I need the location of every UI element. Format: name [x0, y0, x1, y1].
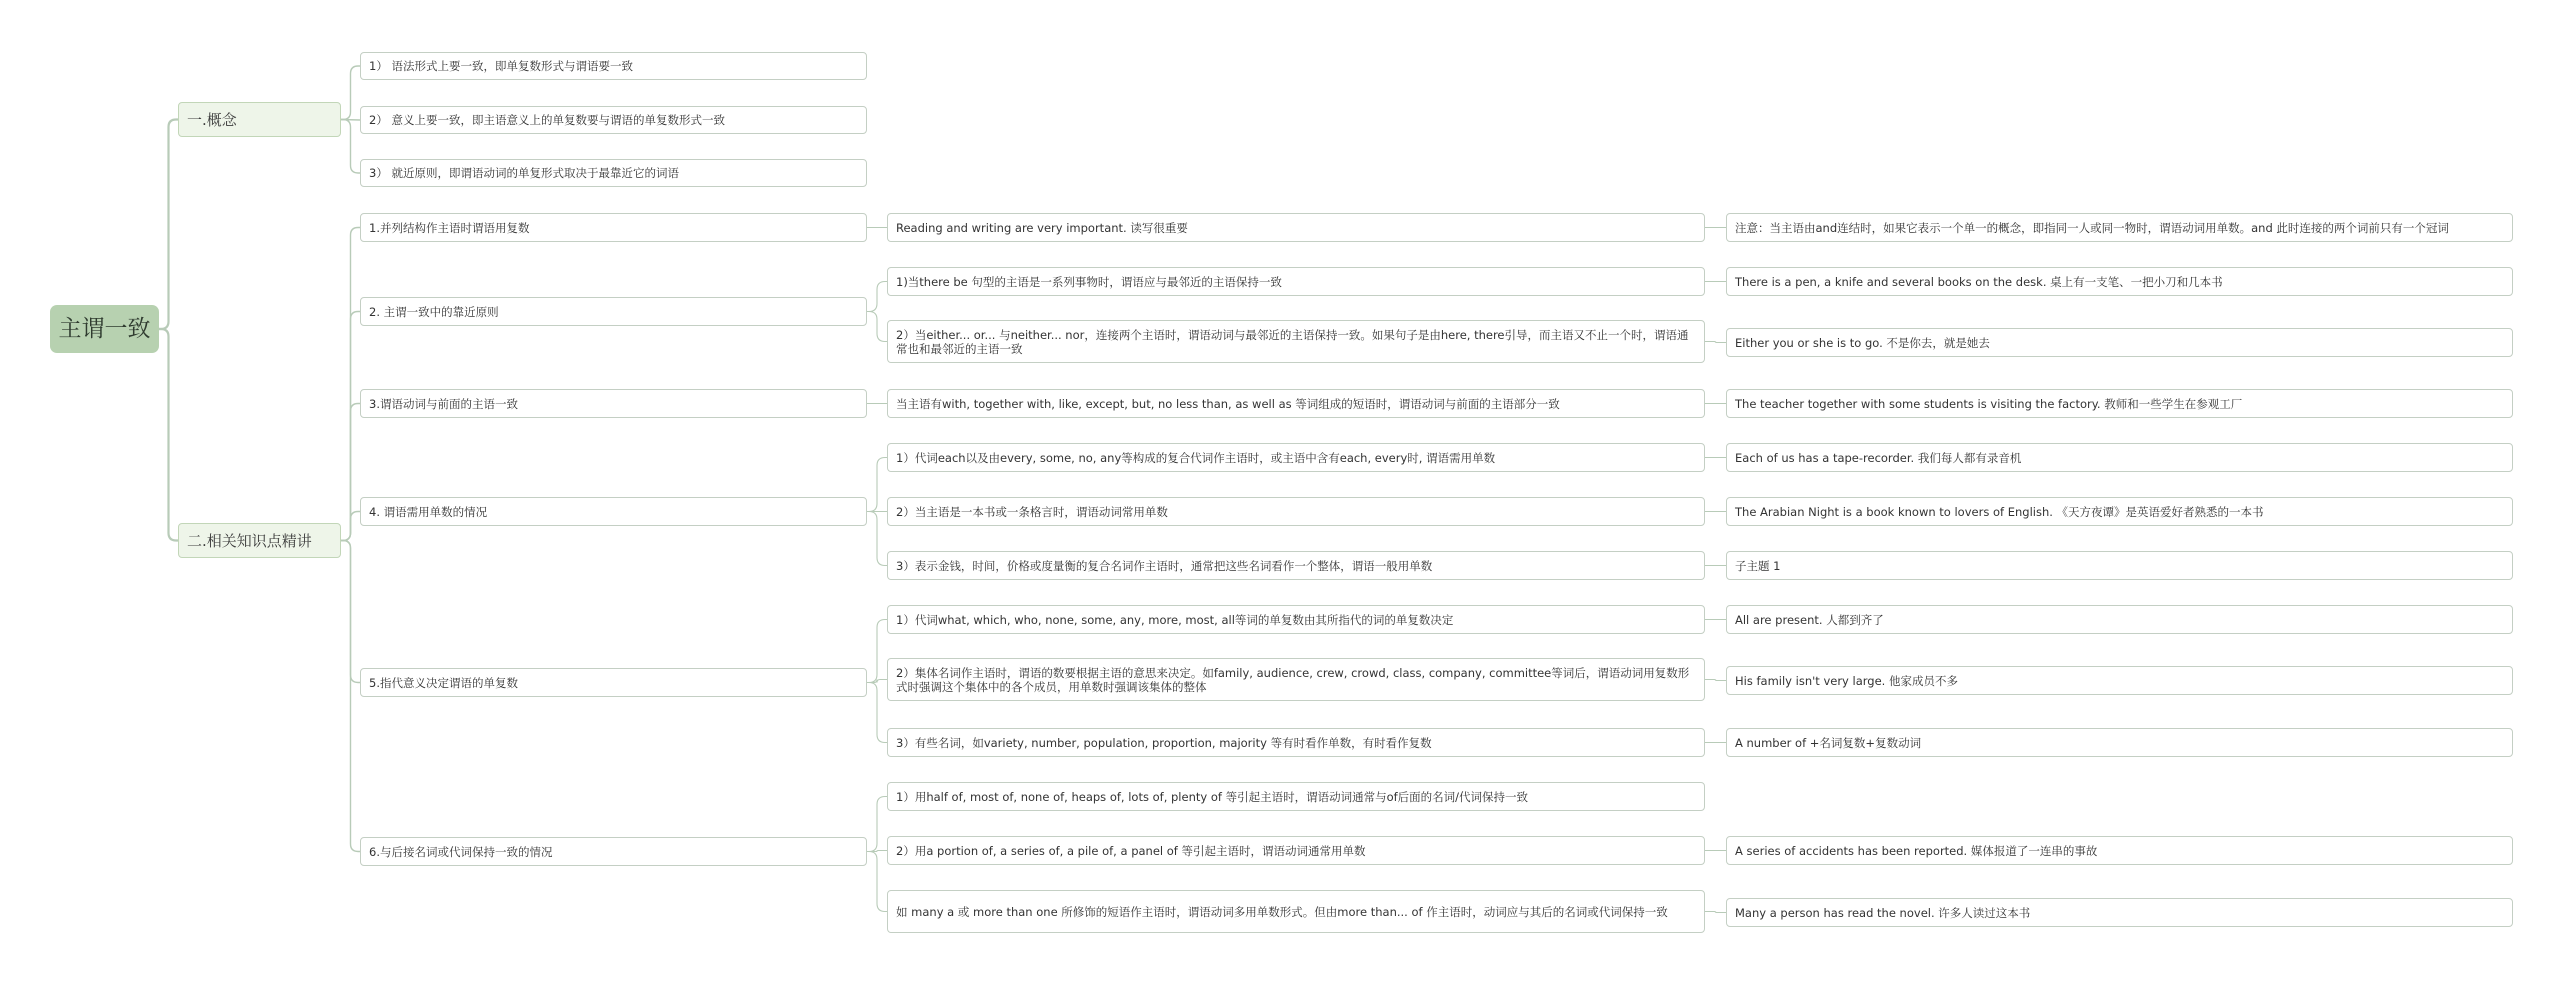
rule-4-example-3[interactable] [1726, 551, 2513, 580]
node-text: 当主语有with, together with, like, except, but, no less than, as well as 等词组成的短语时，谓语动词与前面的主语部分一致 [896, 396, 1560, 411]
rule-5-detail-3[interactable] [887, 728, 1705, 757]
node-text: 2）用a portion of, a series of, a pile of, a panel of 等引起主语时，谓语动词通常用单数 [896, 843, 1366, 858]
branch-label: 二.相关知识点精讲 [187, 531, 312, 550]
rule-5-detail-1[interactable] [887, 605, 1705, 634]
rule-6-detail-2[interactable] [887, 836, 1705, 865]
connector-line [867, 312, 887, 342]
node-text: 2）集体名词作主语时，谓语的数要根据主语的意思来决定。如family, audience, crew, crowd, class, company, committee等词后，谓语动词用复数形式时强调这个集体中的各个成员，用单数时强调该集体的整体 [896, 665, 1690, 694]
node-text: 2）当主语是一本书或一条格言时，谓语动词常用单数 [896, 504, 1168, 519]
connector-line [867, 458, 887, 512]
node-text: 5.指代意义决定谓语的单复数 [369, 675, 518, 690]
connector-line [341, 120, 360, 121]
rule-2-example-2[interactable] [1726, 328, 2513, 357]
node-text: 6.与后接名词或代词保持一致的情况 [369, 844, 553, 859]
branch-knowledge-points[interactable] [178, 523, 341, 558]
rule-3[interactable] [360, 389, 867, 418]
node-text: 2. 主谓一致中的靠近原则 [369, 304, 499, 319]
connector-line [159, 120, 178, 330]
connector-line [867, 282, 887, 312]
node-text: 3.谓语动词与前面的主语一致 [369, 396, 518, 411]
node-text: 1)当there be 句型的主语是一系列事物时，谓语应与最邻近的主语保持一致 [896, 274, 1282, 289]
concept-item-2[interactable] [360, 106, 867, 134]
connector-line [341, 312, 360, 541]
rule-3-example-1[interactable] [1726, 389, 2513, 418]
connector-line [867, 683, 887, 743]
branch-concept[interactable] [178, 102, 341, 137]
rule-5-example-3[interactable] [1726, 728, 2513, 757]
node-text: Many a person has read the novel. 许多人读过这本书 [1735, 905, 2031, 920]
node-text: Each of us has a tape-recorder. 我们每人都有录音机 [1735, 450, 2022, 465]
node-text: Either you or she is to go. 不是你去，就是她去 [1735, 335, 1990, 350]
connector-line [341, 228, 360, 541]
connector-line [341, 541, 360, 852]
rule-4-example-1[interactable] [1726, 443, 2513, 472]
rule-4-detail-3[interactable] [887, 551, 1705, 580]
root-label: 主谓一致 [58, 316, 151, 342]
node-text: A number of +名词复数+复数动词 [1735, 735, 1922, 750]
node-text: 2） 意义上要一致，即主语意义上的单复数要与谓语的单复数形式一致 [369, 113, 725, 127]
connector-line [341, 66, 360, 120]
node-text: 3）表示金钱，时间，价格或度量衡的复合名词作主语时，通常把这些名词看作一个整体，谓语一般用单数 [896, 558, 1433, 573]
connector-line [341, 512, 360, 541]
rule-2[interactable] [360, 297, 867, 326]
rule-1[interactable] [360, 213, 867, 242]
rule-3-detail-1[interactable] [887, 389, 1705, 418]
connector-line [867, 851, 887, 852]
rule-6-example-3[interactable] [1726, 898, 2513, 927]
rule-2-example-1[interactable] [1726, 267, 2513, 296]
node-text: Reading and writing are very important. 读写很重要 [896, 220, 1188, 235]
connector-line [159, 329, 178, 541]
rule-6[interactable] [360, 837, 867, 866]
connector-line [867, 852, 887, 912]
rule-6-detail-1[interactable] [887, 782, 1705, 811]
rule-6-detail-3[interactable] [887, 890, 1705, 933]
node-text: His family isn't very large. 他家成员不多 [1735, 673, 1958, 688]
connector-line [1705, 680, 1726, 681]
node-text: 1.并列结构作主语时谓语用复数 [369, 220, 530, 235]
node-text: 如 many a 或 more than one 所修饰的短语作主语时，谓语动词多用单数形式。但由more than... of 作主语时，动词应与其后的名词或代词保持一致 [896, 904, 1668, 919]
connector-line [1705, 912, 1726, 913]
rule-1-example-1[interactable] [1726, 213, 2513, 242]
node-text: 3）有些名词，如variety, number, population, proportion, majority 等有时看作单数，有时看作复数 [896, 735, 1432, 750]
rule-2-detail-1[interactable] [887, 267, 1705, 296]
node-text: There is a pen, a knife and several books on the desk. 桌上有一支笔、一把小刀和几本书 [1735, 274, 2223, 289]
connector-line [867, 512, 887, 566]
connector-line [341, 120, 360, 174]
node-text: 3） 就近原则，即谓语动词的单复形式取决于最靠近它的词语 [369, 166, 679, 180]
concept-item-1[interactable] [360, 52, 867, 80]
node-text: 2）当either... or... 与neither... nor，连接两个主语时，谓语动词与最邻近的主语保持一致。如果句子是由here, there引导，而主语又不止一个时，谓语通常也和最邻近的主语一致 [896, 327, 1689, 356]
rule-5-example-1[interactable] [1726, 605, 2513, 634]
node-text: 子主题 1 [1735, 558, 1781, 573]
rule-4[interactable] [360, 497, 867, 526]
concept-item-3[interactable] [360, 159, 867, 187]
node-text: 1） 语法形式上要一致，即单复数形式与谓语要一致 [369, 59, 633, 73]
rule-1-detail-1[interactable] [887, 213, 1705, 242]
rule-4-example-2[interactable] [1726, 497, 2513, 526]
connector-line [867, 680, 887, 683]
node-text: 注意：当主语由and连结时，如果它表示一个单一的概念，即指同一人或同一物时，谓语动词用单数。and 此时连接的两个词前只有一个冠词 [1735, 220, 2449, 235]
connector-line [867, 797, 887, 852]
node-text: 1）代词each以及由every, some, no, any等构成的复合代词作主语时，或主语中含有each, every时, 谓语需用单数 [896, 450, 1496, 465]
node-text: A series of accidents has been reported. 媒体报道了一连串的事故 [1735, 843, 2098, 858]
rule-6-example-2[interactable] [1726, 836, 2513, 865]
branch-label: 一.概念 [187, 110, 237, 129]
rule-4-detail-1[interactable] [887, 443, 1705, 472]
rule-2-detail-2[interactable] [887, 320, 1705, 363]
rule-5[interactable] [360, 668, 867, 697]
connector-line [867, 620, 887, 683]
connector-line [341, 541, 360, 683]
root-node[interactable] [50, 305, 159, 353]
node-text: 1）代词what, which, who, none, some, any, more, most, all等词的单复数由其所指代的词的单复数决定 [896, 612, 1454, 627]
node-text: 4. 谓语需用单数的情况 [369, 504, 488, 519]
rule-5-example-2[interactable] [1726, 666, 2513, 695]
node-text: All are present. 人都到齐了 [1735, 612, 1884, 627]
node-text: The teacher together with some students is visiting the factory. 教师和一些学生在参观工厂 [1735, 396, 2243, 411]
rule-4-detail-2[interactable] [887, 497, 1705, 526]
connector-line [1705, 342, 1726, 343]
node-text: 1）用half of, most of, none of, heaps of, lots of, plenty of 等引起主语时，谓语动词通常与of后面的名词/代词保持一致 [896, 789, 1529, 804]
rule-5-detail-2[interactable] [887, 658, 1705, 701]
node-text: The Arabian Night is a book known to lovers of English. 《天方夜谭》是英语爱好者熟悉的一本书 [1735, 504, 2264, 519]
connector-line [341, 404, 360, 541]
